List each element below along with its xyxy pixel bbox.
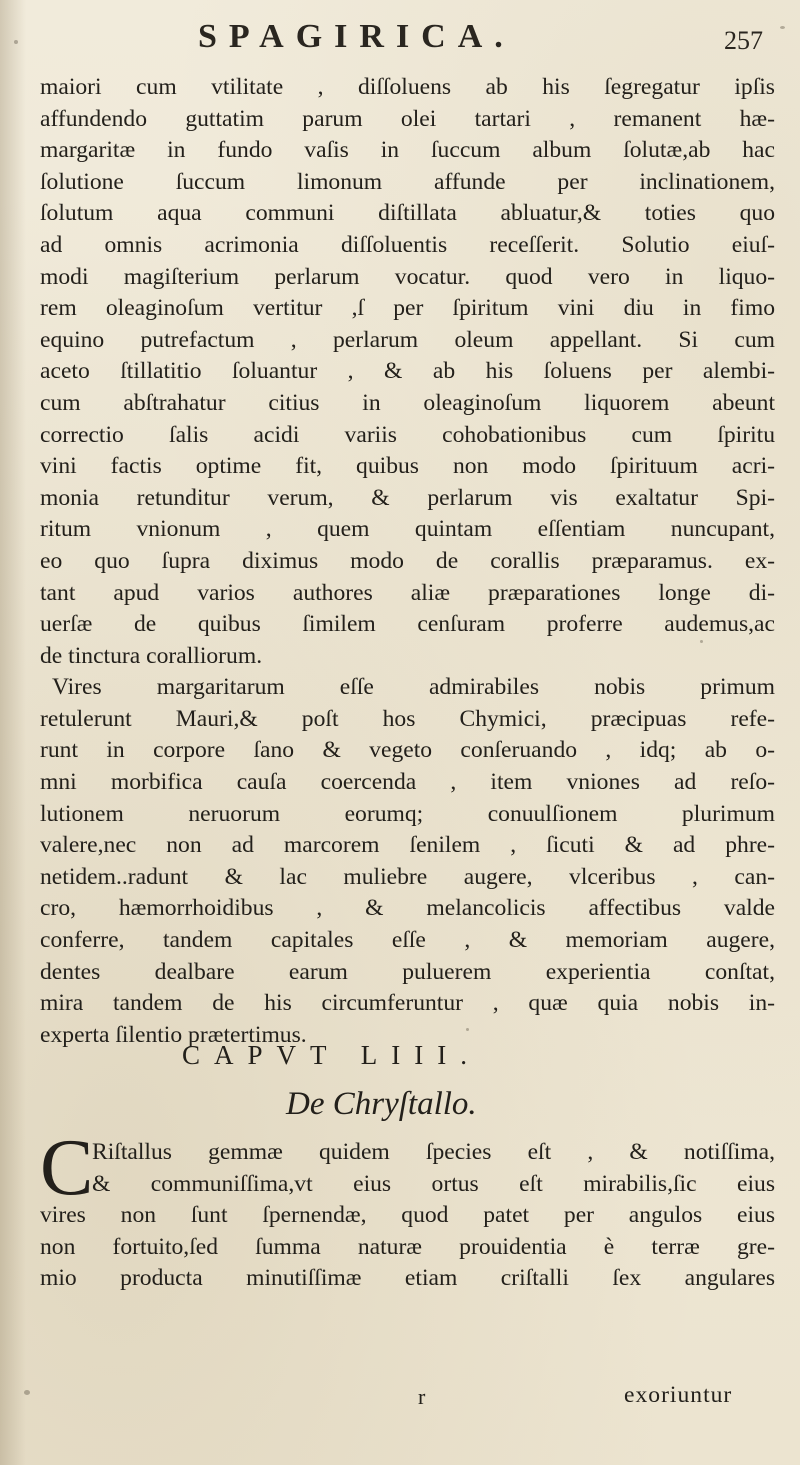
- paragraph-2: [40, 672, 775, 1051]
- text-line: margaritæ in fundo vaſis in ſuccum album ſolutæ,ab hac: [40, 137, 775, 164]
- drop-cap: C: [40, 1124, 94, 1212]
- catchword: exoriuntur: [624, 1382, 733, 1408]
- text-line: modi magiſterium perlarum vocatur. quod vero in liquo-: [40, 263, 775, 290]
- text-line: conferre, tandem capitales eſſe , & memoriam augere,: [40, 927, 775, 954]
- text-line: ad omnis acrimonia diſſoluentis receſſerit. Solutio eiuſ-: [40, 231, 775, 258]
- ink-speck: [780, 26, 785, 29]
- text-line: tant apud varios authores aliæ præparationes longe di-: [40, 579, 775, 606]
- text-line: mio producta minutiſſimæ etiam criſtalli ſex angulares: [40, 1265, 775, 1292]
- ink-speck: [466, 1028, 469, 1031]
- text-line: cro, hæmorrhoidibus , & melancolicis affectibus valde: [40, 895, 775, 922]
- text-line: & communiſſima,vt eius ortus eſt mirabilis,ſic eius: [92, 1170, 775, 1197]
- text-line: affundendo guttatim parum olei tartari , remanent hæ-: [40, 105, 775, 132]
- paragraph-1: [40, 72, 775, 672]
- text-line: vini factis optime fit, quibus non modo ſpirituum acri-: [40, 453, 775, 480]
- text-line: Riſtallus gemmæ quidem ſpecies eſt , & notiſſima,: [92, 1139, 775, 1165]
- text-line: Vires margaritarum eſſe admirabiles nobis primum: [52, 674, 775, 701]
- text-line: ritum vnionum , quem quintam eſſentiam nuncupant,: [40, 516, 775, 543]
- running-title: SPAGIRICA.: [198, 18, 515, 55]
- text-line: eo quo ſupra diximus modo de corallis præparamus. ex-: [40, 547, 775, 574]
- text-line: correctio ſalis acidi variis cohobationibus cum ſpiritu: [40, 421, 775, 448]
- text-line: equino putrefactum , perlarum oleum appellant. Si cum: [40, 326, 775, 353]
- chapter-label: CAPVT LIII.: [182, 1040, 481, 1070]
- text-line: ſolutum aqua communi diſtillata abluatur,& toties quo: [40, 200, 775, 227]
- text-line: aceto ſtillatitio ſoluantur , & ab his ſoluens per alembi-: [40, 358, 775, 385]
- signature-mark: r: [418, 1384, 426, 1409]
- page-header: [0, 18, 800, 66]
- text-line: retulerunt Mauri,& poſt hos Chymici, præcipuas refe-: [40, 705, 775, 732]
- ink-speck: [24, 1390, 30, 1395]
- text-line: ſolutione ſuccum limonum affunde per inclinationem,: [40, 168, 775, 195]
- text-line: netidem..radunt & lac muliebre augere, vlceribus , can-: [40, 863, 775, 890]
- text-line: cum abſtrahatur citius in oleaginoſum liquorem abeunt: [40, 389, 775, 416]
- text-line: runt in corpore ſano & vegeto conſeruando , idq; ab o-: [40, 737, 775, 764]
- text-line: de tinctura coralliorum.: [40, 642, 263, 669]
- text-line: mni morbifica cauſa coercenda , item vniones ad reſo-: [40, 769, 775, 796]
- text-line: vires non ſunt ſpernendæ, quod patet per angulos eius: [40, 1202, 775, 1229]
- main-text: [40, 72, 775, 1051]
- text-line: valere,nec non ad marcorem ſenilem , ſicuti & ad phre-: [40, 832, 775, 859]
- page-shadow: [0, 0, 26, 1465]
- ink-speck: [700, 640, 703, 643]
- text-line: non fortuito,ſed ſumma naturæ prouidentia è terræ gre-: [40, 1233, 775, 1260]
- text-line: experta ſilentio prætertimus.: [40, 1021, 307, 1048]
- text-line: rem oleaginoſum vertitur ,ſ per ſpiritum vini diu in fimo: [40, 295, 775, 322]
- paragraph-3: [40, 1137, 775, 1295]
- text-line: mira tandem de his circumferuntur , quæ quia nobis in-: [40, 990, 775, 1017]
- page-number: 257: [724, 26, 763, 55]
- text-line: monia retunditur verum, & perlarum vis exaltatur Spi-: [40, 484, 775, 511]
- ink-speck: [14, 40, 18, 44]
- text-line: maiori cum vtilitate , diſſoluens ab his ſegregatur ipſis: [40, 74, 775, 100]
- text-line: uerſæ de quibus ſimilem cenſuram proferre audemus,ac: [40, 611, 775, 638]
- text-line: lutionem neruorum eorumq; conuulſionem plurimum: [40, 800, 775, 827]
- text-line: dentes dealbare earum puluerem experientia conſtat,: [40, 958, 775, 985]
- chapter-title: De Chryſtallo.: [286, 1086, 477, 1122]
